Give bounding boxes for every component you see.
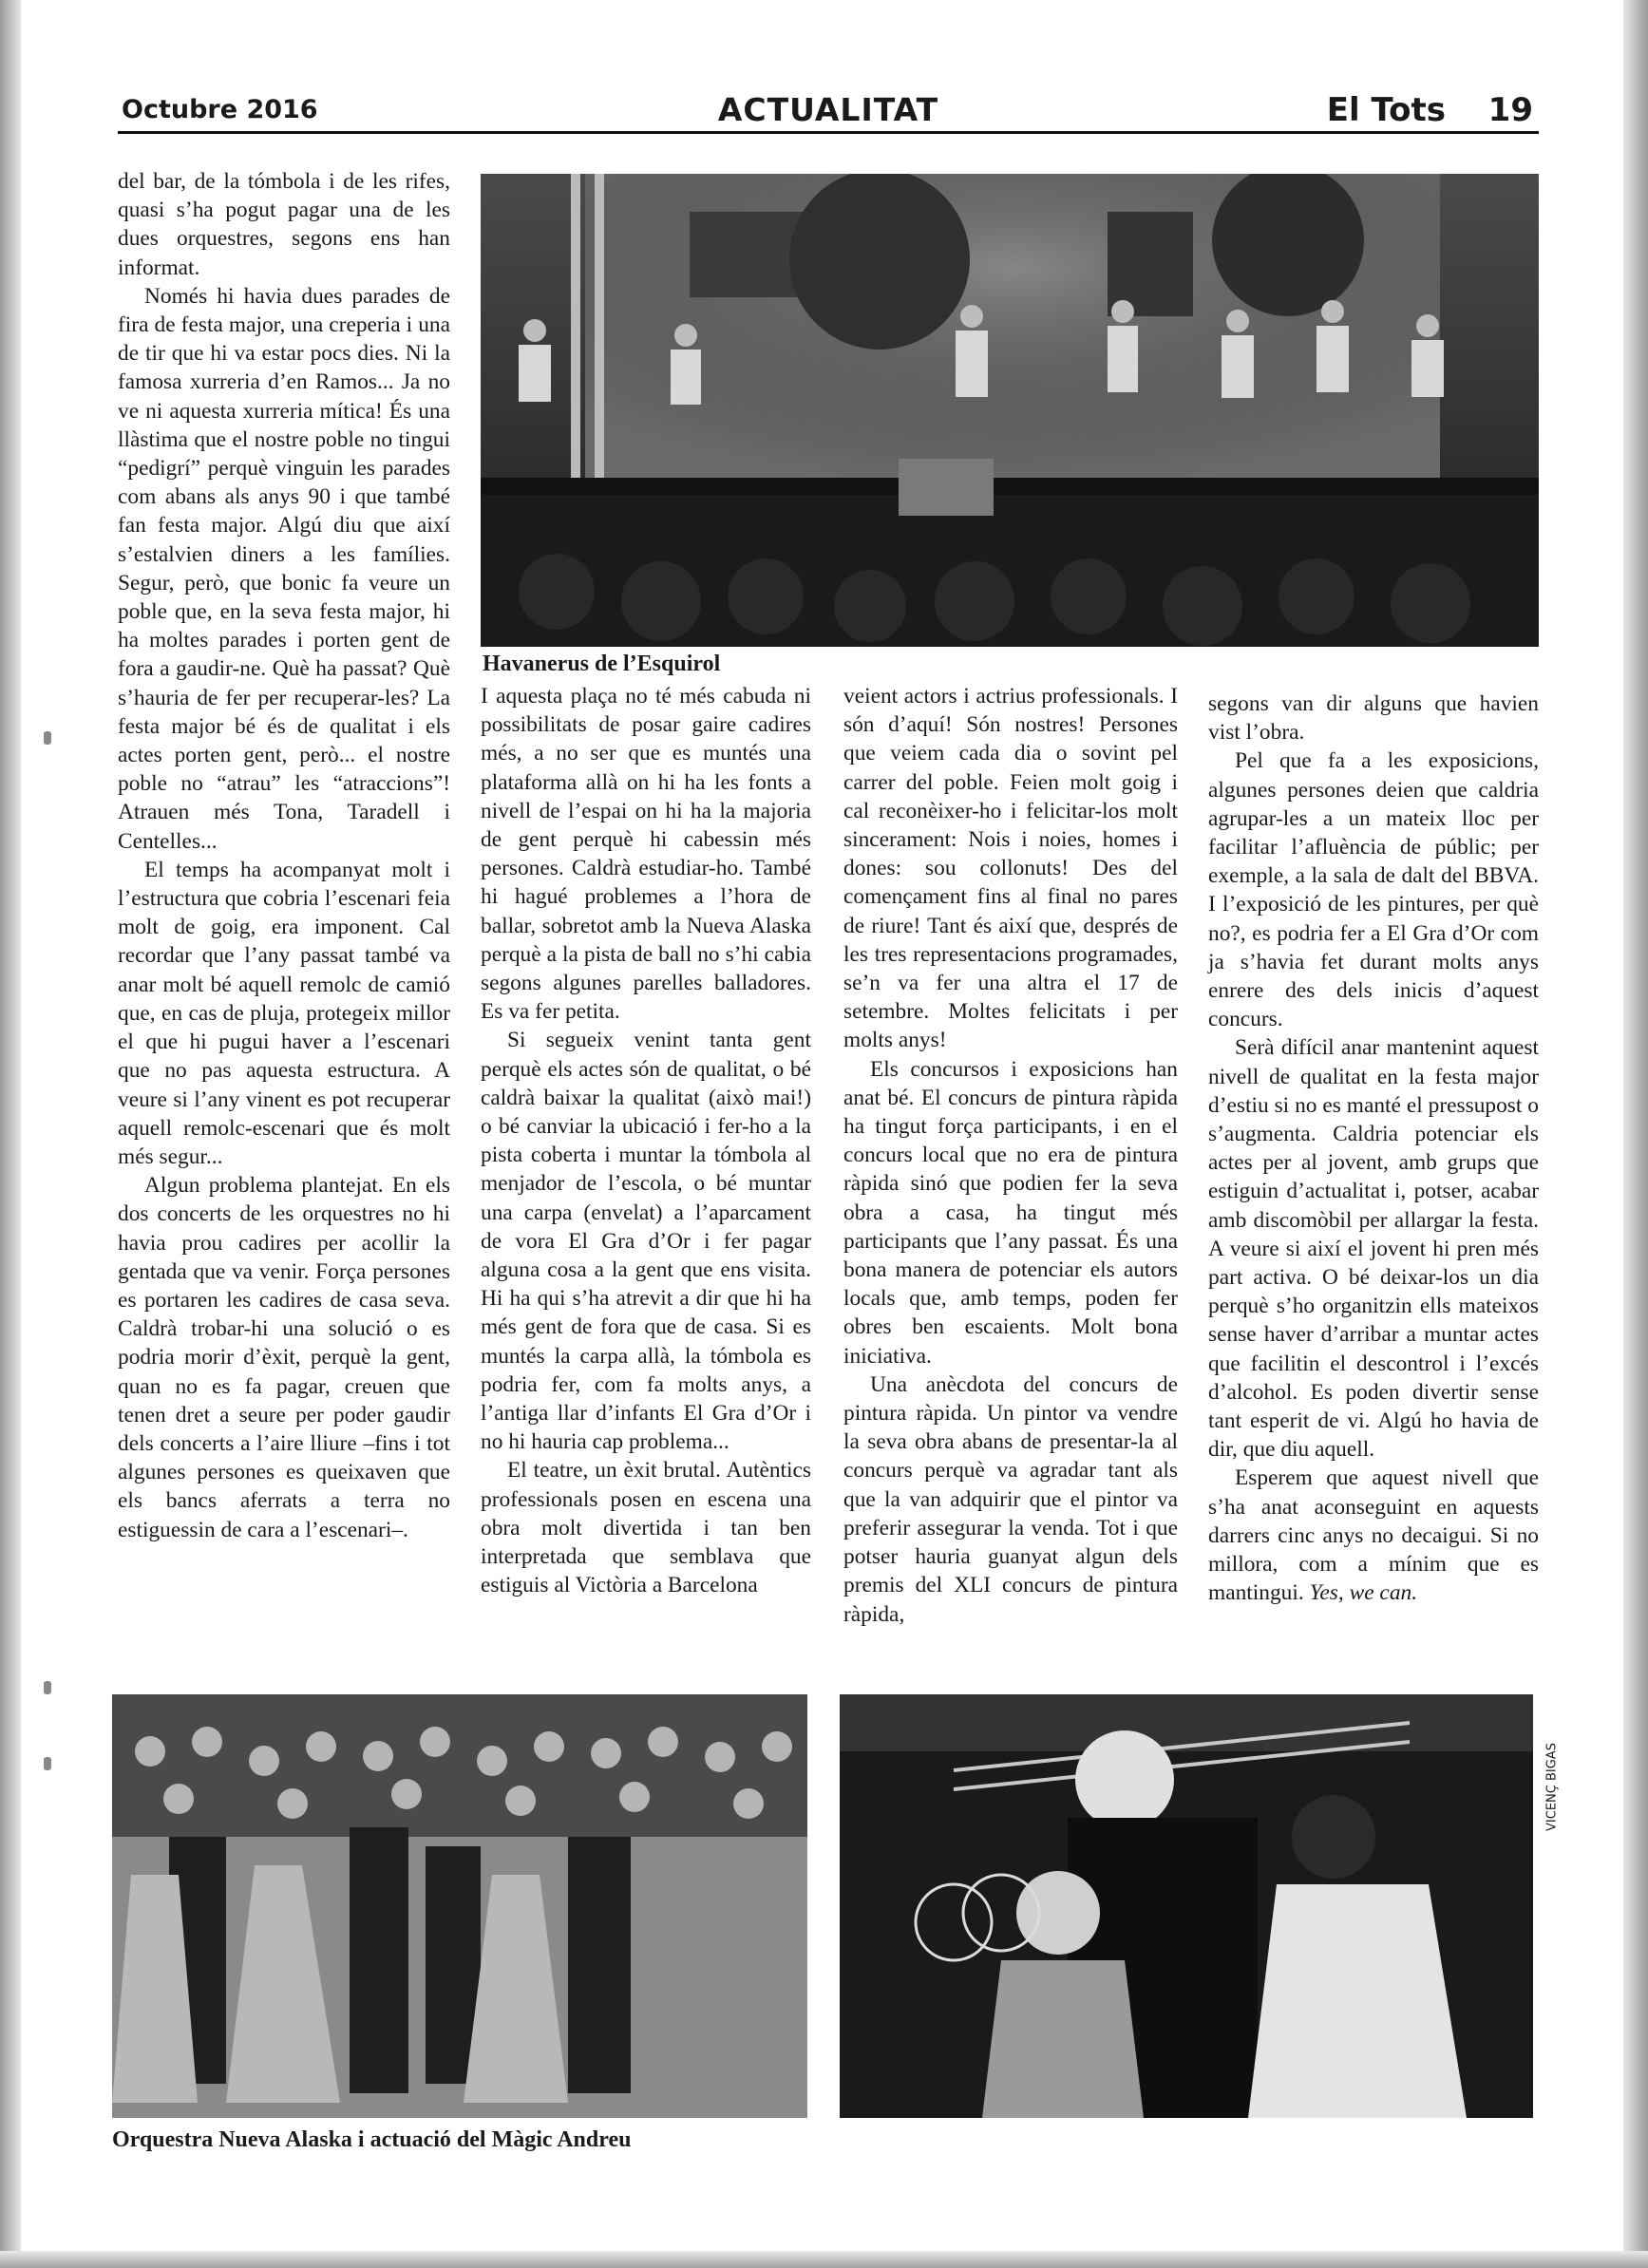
article-column-1: [118, 167, 450, 1677]
article-column-4: [1208, 690, 1539, 1687]
page-header: [118, 91, 1539, 133]
binding-mark: [44, 1757, 51, 1770]
binding-mark: [44, 731, 51, 745]
concert-stage-illustration: [481, 174, 1539, 647]
paragraph: Els concursos i exposicions han anat bé. El concurs de pintura ràpida ha tingut força participants, i en el concurs local que no era de pintura ràpida sinó que podien fer la seva obra a casa, ha tingut més participants que l’any passat. És una bona manera de potenciar els autors locals que, amb temps, poden fer obres ben escaients. Molt bona iniciativa.: [843, 1056, 1178, 1369]
paragraph: Algun problema plantejat. En els dos concerts de les orquestres no hi havia prou cadires per acollir la gentada que va venir. Força persones es portaren les cadires de casa seva. Caldrà trobar-hi una solució o es podria morir d’èxit, perquè la gent, quan no es fa pagar, creuen que tenen dret a seure per poder gaudir dels concerts a l’aire lliure –fins i tot algunes persones es queixaven que els bancs aferrats a terra no estiguessin de cara a l’escenari–.: [118, 1173, 450, 1542]
header-section: ACTUALITAT: [717, 91, 939, 128]
header-date: Octubre 2016: [122, 95, 318, 124]
top-photo-caption: Havanerus de l’Esquirol: [483, 652, 721, 676]
page-number: 19: [1487, 91, 1533, 129]
paragraph: veient actors i actrius professionals. I són d’aquí! Són nostres! Persones que veiem cada dia o sovint pel carrer del poble. Feien molt goig i cal reconèixer-ho i felicitar-los molt sincerament: Nois i noies, homes i dones: sou collonuts! Des del començament fins al final no pares de riure! Tant és així que, després de les tres representacions programades, se’n va fer una altra el 17 de setembre. Moltes felicitats i per molts anys!: [843, 684, 1178, 1053]
scan-edge-right: [1623, 0, 1648, 2268]
paragraph: Només hi havia dues parades de fira de festa major, una creperia i una de tir que hi va estar pocs dies. Ni la famosa xurreria d’en Ramos... Ja no ve ni aquesta xurreria mítica! És una llàstima que el nostre poble no tingui “pedigrí” perquè vinguin les parades com abans als anys 90 i que també fan festa major. Algú diu que així s’estalvien diners a les famílies. Segur, però, que bonic fa veure un poble que, en la seva festa major, hi ha moltes parades i porten gent de fora a gaudir-ne. Què ha passat? Què s’hauria de fer per recuperar-les? La festa major bé és de qualitat i els actes porten gent, però... el nostre poble no “atrau” les “atraccions”! Atrauen més Tona, Taradell i Centelles...: [118, 283, 450, 854]
scan-edge-bottom: [0, 2251, 1648, 2268]
scan-edge-left: [0, 0, 21, 2268]
paragraph-text: Esperem que aquest nivell que s’ha anat aconseguint en aquests darrers cinc anys no decaigui. Si no millora, com a mínim que es mantingui.: [1208, 1465, 1539, 1606]
header-rule: [118, 131, 1539, 134]
photo-credit: [1541, 1694, 1562, 1884]
paragraph: El teatre, un èxit brutal. Autèntics professionals posen en escena una obra molt divertida i tan ben interpretada que semblava que estiguis al Victòria a Barcelona: [481, 1458, 811, 1598]
paragraph: Si segueix venint tanta gent perquè els actes són de qualitat, o bé caldrà baixar la qualitat (això mai!) o bé canviar la ubicació i fer-ho a la pista coberta i muntar la tómbola al menjador de l’escola, o bé muntar una carpa (envelat) a l’aparcament de vora El Gra d’Or i fer pagar alguna cosa a la gent que ens visita. Hi ha qui s’ha atrevit a dir que hi ha més gent de fora que de casa. Si es muntés la carpa allà, la tómbola es podria fer, com fa molts anys, a l’antiga llar d’infants El Gra d’Or i no hi hauria cap problema...: [481, 1028, 811, 1455]
paragraph: I aquesta plaça no té més cabuda ni possibilitats de posar gaire cadires més, a no ser que es muntés una plataforma allà on hi ha les fonts a nivell de l’espai on hi ha la majoria de gent perquè hi cabessin més persones. Caldrà estudiar-ho. També hi hagué problemes a l’hora de ballar, sobretot amb la Nueva Alaska perquè a la pista de ball no s’hi cabia segons algunes parelles balladores. Es va fer petita.: [481, 684, 811, 1025]
article-column-3: [843, 682, 1178, 1679]
header-publication: El Tots: [1326, 91, 1446, 129]
paragraph-closing: [1208, 1464, 1539, 1607]
dance-crowd-photo: [112, 1694, 807, 2118]
photo-credit-text: VICENÇ BIGAS: [1544, 1743, 1560, 1831]
paragraph: Una anècdota del concurs de pintura ràpida. Un pintor va vendre la seva obra abans de presentar-la al concurs perquè va agradar tant als que la van adquirir que el pintor va preferir assegurar la venda. Tot i que potser hauria guanyat algun dels premis del XLI concurs de pintura ràpida,: [843, 1371, 1178, 1627]
paragraph: El temps ha acompanyat molt i l’estructura que cobria l’escenari feia molt de goig, era imponent. Cal recordar que l’any passat també va anar molt bé aquell remolc de camió que, en cas de pluja, protegeix millor el que hi pugui haver a l’escenari que no pas aquesta estructura. A veure si l’any vinent es pot recuperar aquell remolc-escenari que és molt més segur...: [118, 857, 450, 1169]
dance-crowd-illustration: [112, 1694, 807, 2118]
paragraph: segons van dir alguns que havien vist l’obra.: [1208, 691, 1539, 746]
paragraph: Pel que fa a les exposicions, algunes persones deien que caldria agrupar-les a un mateix lloc per facilitar l’afluència de públic; per exemple, a la sala de dalt del BBVA. I l’exposició de les pintures, per què no?, es podria fer a El Gra d’Or com ja s’havia fet durant molts anys enrere des dels inicis d’aquest concurs.: [1208, 748, 1539, 1032]
binding-mark: [44, 1681, 51, 1694]
magician-photo: [840, 1694, 1533, 2118]
article-column-2: [481, 682, 811, 1679]
magician-illustration: [840, 1694, 1533, 2118]
paragraph: Serà difícil anar mantenint aquest nivell de qualitat en la festa major d’estiu si no es manté el pressupost o s’augmenta. Caldria potenciar els actes per al jovent, amb grups que estiguin d’actualitat i, potser, acabar amb discomòbil per allargar la festa. A veure si així el jovent hi pren més part activa. O bé deixar-los un dia perquè s’ho organitzin ells mateixos sense haver d’arribar a muntar actes que facilitin el descontrol i l’excés d’alcohol. Es poden divertir sense tant esperit de vi. Algú ho havia de dir, que diu aquell.: [1208, 1035, 1539, 1463]
paragraph: del bar, de la tómbola i de les rifes, quasi s’ha pogut pagar una de les dues orquestres, segons ens han informat.: [118, 169, 450, 280]
closing-motto: Yes, we can.: [1309, 1580, 1418, 1606]
bottom-photos-caption: Orquestra Nueva Alaska i actuació del Màgic Andreu: [112, 2127, 632, 2152]
concert-stage-photo: [481, 174, 1539, 647]
